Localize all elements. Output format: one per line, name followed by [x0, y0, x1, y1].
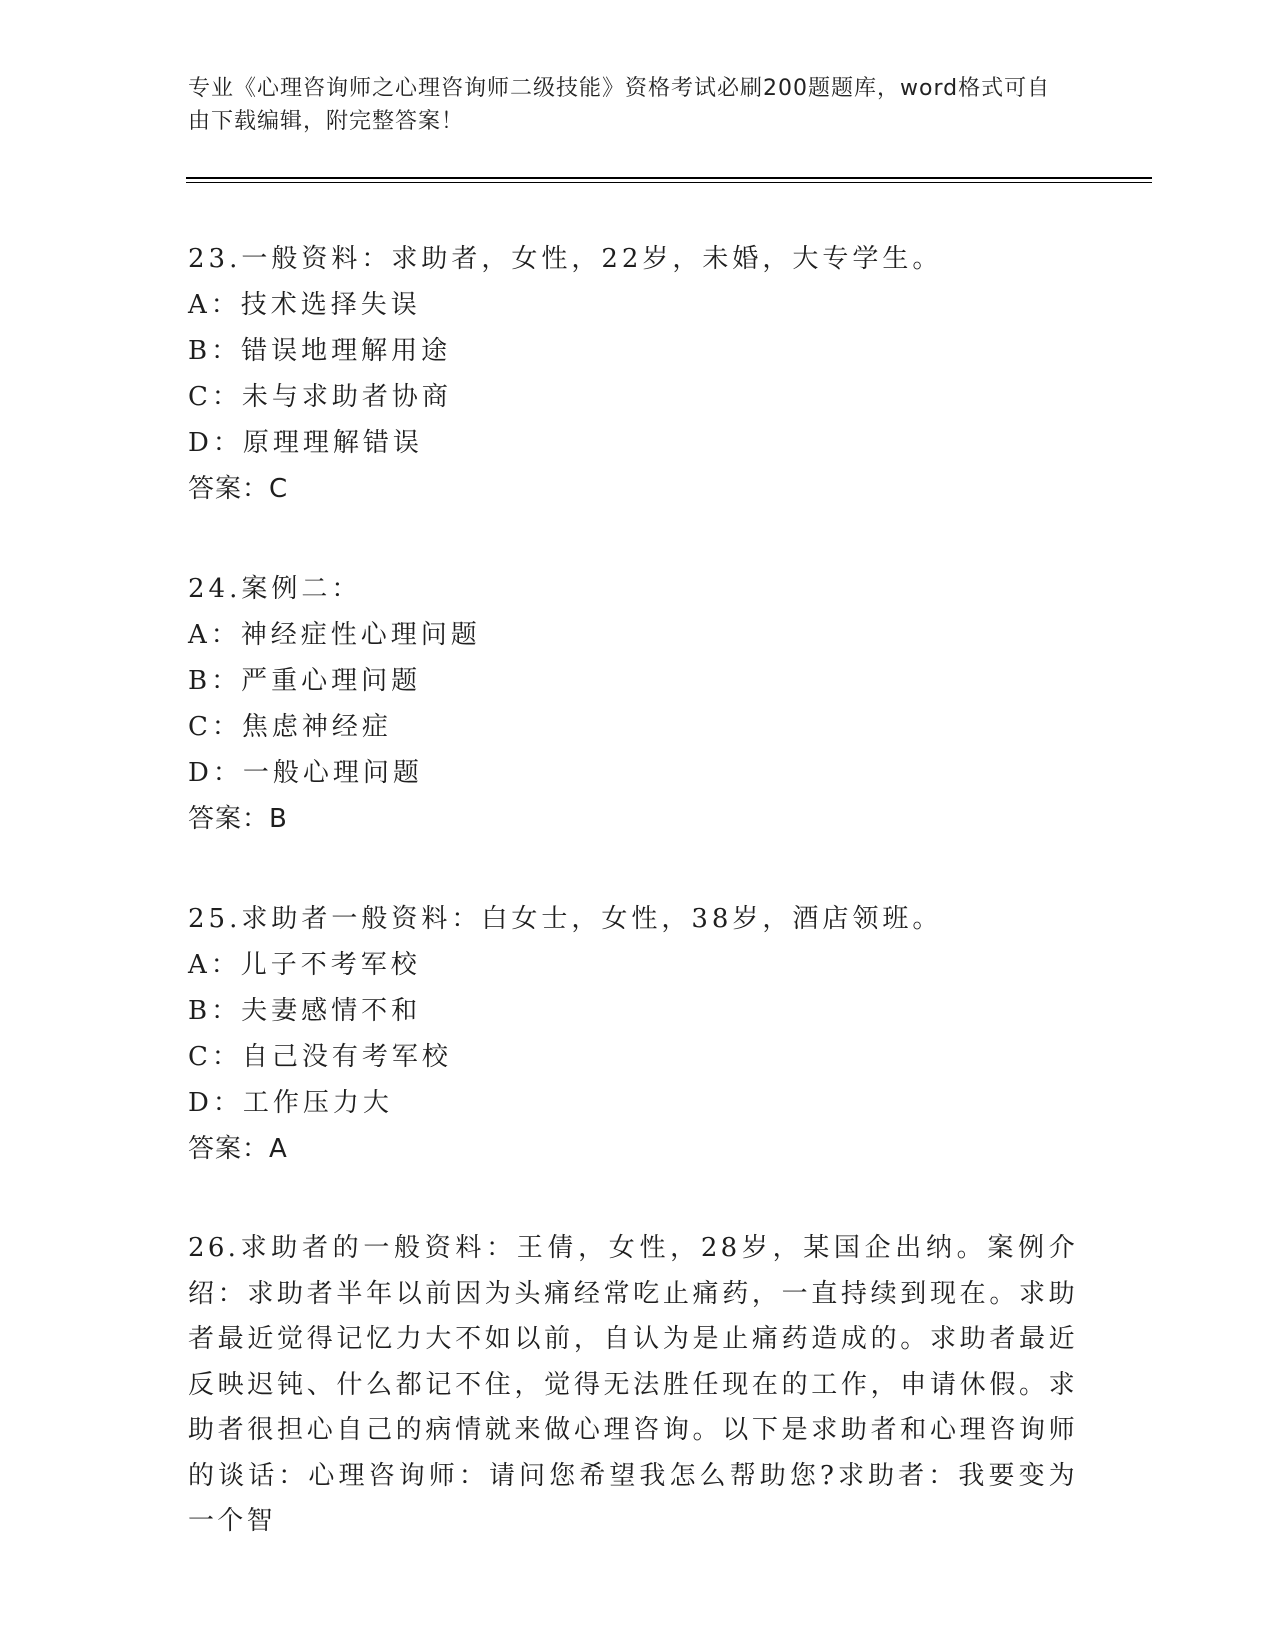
- option-c: C：未与求助者协商: [188, 382, 452, 412]
- question-23: [188, 236, 1078, 512]
- answer: 答案：B: [188, 804, 288, 834]
- option-b: B：夫妻感情不和: [188, 996, 422, 1026]
- question-24: [188, 566, 1078, 842]
- answer: 答案：C: [188, 474, 289, 504]
- question-stem: 25.求助者一般资料：白女士，女性，38岁，酒店领班。: [188, 904, 943, 934]
- question-list: [188, 236, 1078, 1599]
- option-b: B：错误地理解用途: [188, 336, 452, 366]
- question-stem: 23.一般资料：求助者，女性，22岁，未婚，大专学生。: [188, 244, 943, 274]
- question-25: [188, 896, 1078, 1172]
- option-a: A：神经症性心理问题: [188, 620, 481, 650]
- option-d: D：原理理解错误: [188, 428, 423, 458]
- answer: 答案：A: [188, 1134, 288, 1164]
- option-a: A：儿子不考军校: [188, 950, 421, 980]
- option-c: C：焦虑神经症: [188, 712, 392, 742]
- document-header: 专业《心理咨询师之心理咨询师二级技能》资格考试必刷200题题库，word格式可自由下载编辑，附完整答案！: [188, 76, 1051, 134]
- option-c: C：自己没有考军校: [188, 1042, 452, 1072]
- header-divider-thick: [186, 177, 1152, 179]
- header-divider-thin: [186, 182, 1152, 183]
- option-d: D：一般心理问题: [188, 758, 423, 788]
- question-stem: 24.案例二：: [188, 574, 362, 604]
- question-stem: 26.求助者的一般资料：王倩，女性，28岁，某国企出纳。案例介绍：求助者半年以前因为头痛经常吃止痛药，一直持续到现在。求助者最近觉得记忆力大不如以前，自认为是止痛药造成的。求助者最近反映迟钝、什么都记不住，觉得无法胜任现在的工作，申请休假。求助者很担心自己的病情就来做心理咨询。以下是求助者和心理咨询师的谈话：心理咨询师：请问您希望我怎么帮助您?求助者：我要变为一个智: [188, 1233, 1078, 1536]
- option-d: D：工作压力大: [188, 1088, 393, 1118]
- option-a: A：技术选择失误: [188, 290, 421, 320]
- question-26: [188, 1226, 1078, 1545]
- option-b: B：严重心理问题: [188, 666, 422, 696]
